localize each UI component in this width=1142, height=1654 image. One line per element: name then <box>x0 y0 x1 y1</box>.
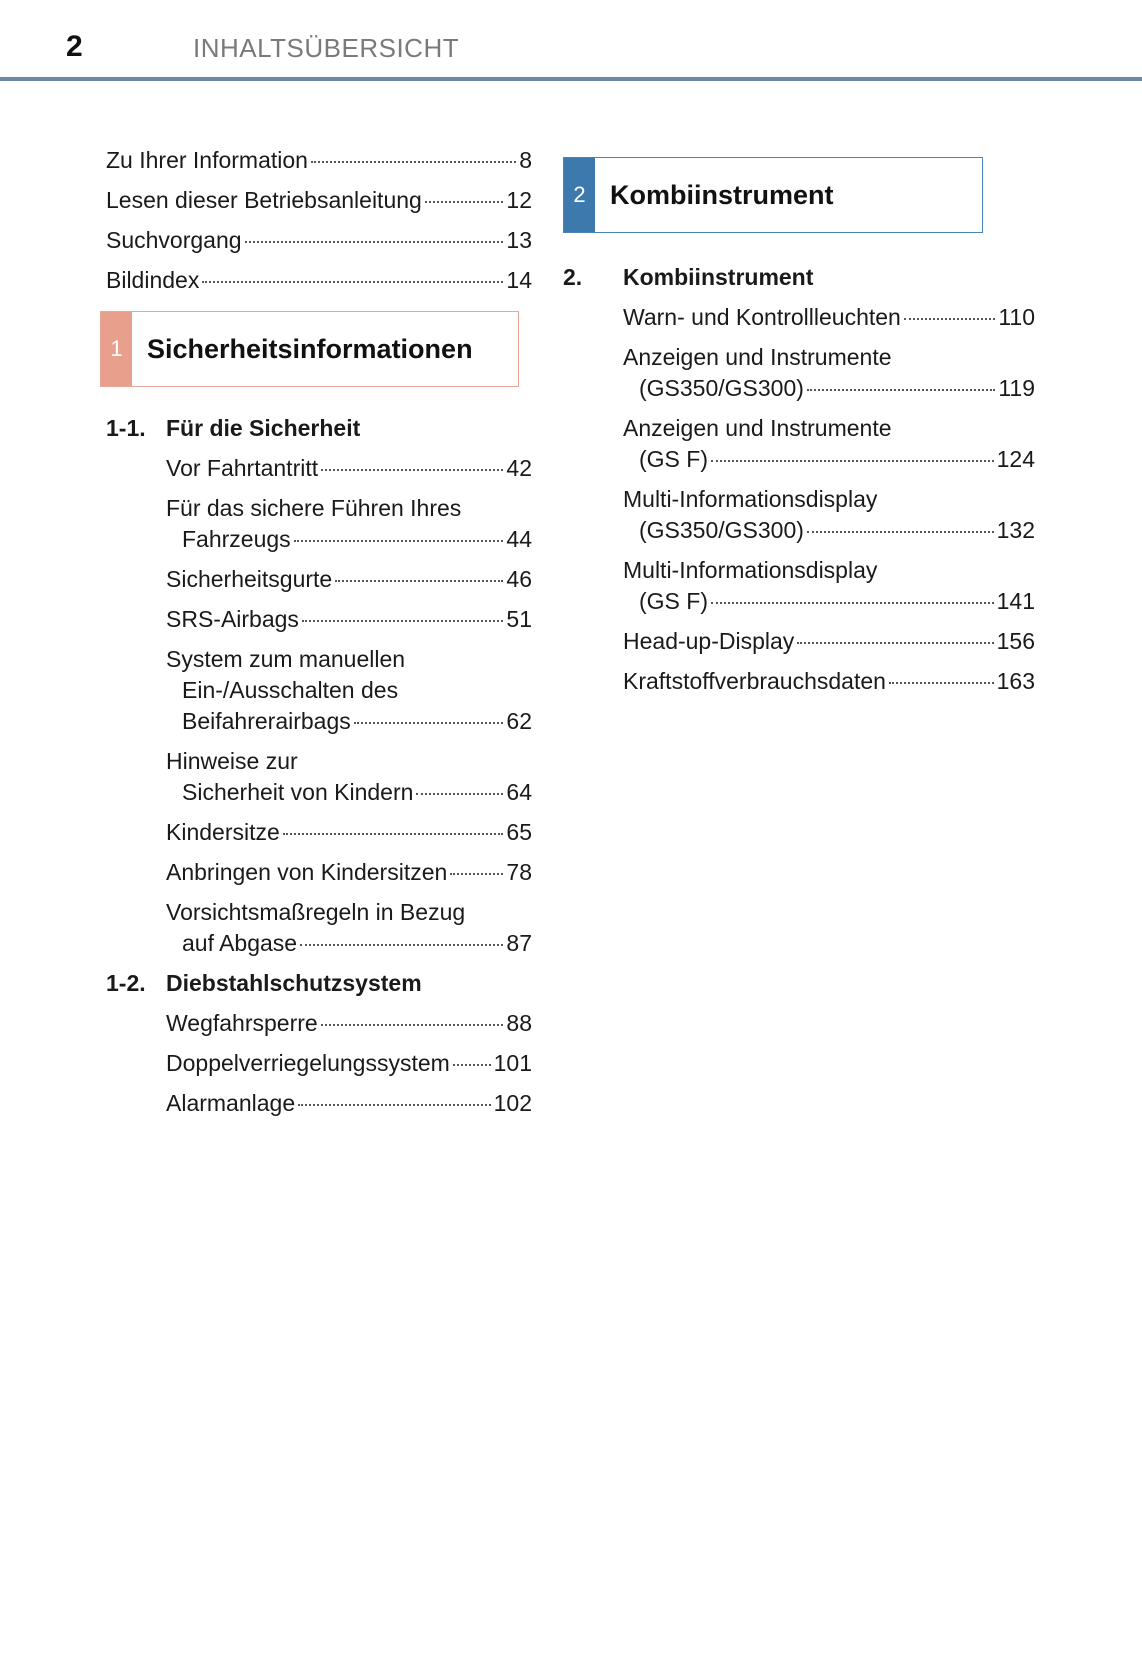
section-heading <box>106 413 532 444</box>
dot-leader <box>889 682 994 684</box>
dot-leader <box>321 1024 504 1026</box>
page-number: 2 <box>66 30 83 63</box>
dot-leader <box>711 460 994 462</box>
toc-label: Doppelverriegelungssystem <box>166 1050 450 1076</box>
toc-entry[interactable] <box>166 817 532 848</box>
toc-entry[interactable] <box>166 1008 532 1039</box>
right-column <box>563 157 1035 706</box>
toc-page: 42 <box>506 455 532 481</box>
dot-leader <box>453 1064 491 1066</box>
toc-entry[interactable] <box>166 897 532 959</box>
toc-label: Lesen dieser Betriebsanleitung <box>106 187 422 213</box>
dot-leader <box>335 580 503 582</box>
section-items <box>106 453 532 959</box>
toc-label: Vor Fahrtantritt <box>166 455 319 481</box>
dot-leader <box>298 1104 490 1106</box>
toc-label: Wegfahrsperre <box>166 1010 318 1036</box>
chapter-2-header[interactable] <box>563 157 983 233</box>
toc-entry[interactable] <box>623 342 1035 404</box>
toc-entry[interactable] <box>166 453 532 484</box>
toc-page: 62 <box>506 708 532 734</box>
toc-label-line: Vorsichtsmaßregeln in Bezug <box>166 899 466 925</box>
toc-page: 78 <box>506 859 532 885</box>
section-heading <box>563 262 1035 293</box>
toc-entry[interactable] <box>166 644 532 737</box>
toc-page: 119 <box>998 375 1035 401</box>
dot-leader <box>202 281 503 283</box>
toc-label: Alarmanlage <box>166 1090 296 1116</box>
dot-leader <box>711 602 994 604</box>
toc-entry[interactable] <box>623 484 1035 546</box>
toc-entry[interactable] <box>106 145 532 176</box>
dot-leader <box>450 873 503 875</box>
toc-page: 51 <box>506 606 532 632</box>
dot-leader <box>354 722 504 724</box>
toc-label: (GS F) <box>639 446 708 472</box>
toc-label: Head-up-Display <box>623 628 795 654</box>
toc-page: 141 <box>996 588 1035 614</box>
toc-label: Sicherheit von Kindern <box>182 779 414 805</box>
toc-entry[interactable] <box>106 225 532 256</box>
toc-page: 124 <box>996 446 1035 472</box>
toc-entry[interactable] <box>623 413 1035 475</box>
section-number: 2. <box>563 264 583 290</box>
toc-page: 101 <box>493 1050 532 1076</box>
toc-entry[interactable] <box>166 746 532 808</box>
toc-label: Suchvorgang <box>106 227 242 253</box>
chapter-number: 2 <box>564 158 595 232</box>
dot-leader <box>807 389 995 391</box>
toc-label-line: Multi-Informationsdisplay <box>623 486 878 512</box>
chapter-title: Sicherheitsinformationen <box>147 333 473 364</box>
toc-entry[interactable] <box>623 555 1035 617</box>
section-title: Kombiinstrument <box>623 264 814 290</box>
dot-leader <box>321 469 503 471</box>
header-rule <box>0 77 1142 81</box>
toc-page: 64 <box>506 779 532 805</box>
toc-page: 87 <box>506 930 532 956</box>
toc-label: Sicherheitsgurte <box>166 566 333 592</box>
toc-label: Kraftstoffverbrauchsdaten <box>623 668 886 694</box>
dot-leader <box>302 620 503 622</box>
toc-label: (GS F) <box>639 588 708 614</box>
toc-page: 102 <box>493 1090 532 1116</box>
chapter-1-header[interactable] <box>100 311 519 387</box>
section-number: 1-1. <box>106 415 146 441</box>
toc-page: 12 <box>506 187 532 213</box>
toc-entry[interactable] <box>166 1048 532 1079</box>
section-heading <box>106 968 532 999</box>
toc-page: 110 <box>998 304 1035 330</box>
header-title: INHALTSÜBERSICHT <box>193 33 460 63</box>
toc-page: 132 <box>996 517 1035 543</box>
toc-label: (GS350/GS300) <box>639 375 804 401</box>
toc-label: SRS-Airbags <box>166 606 299 632</box>
section-title: Für die Sicherheit <box>166 415 361 441</box>
toc-page: 88 <box>506 1010 532 1036</box>
toc-entry[interactable] <box>623 302 1035 333</box>
toc-label: Anbringen von Kindersitzen <box>166 859 448 885</box>
dot-leader <box>311 161 516 163</box>
chapter-number: 1 <box>101 312 132 386</box>
toc-entry[interactable] <box>166 604 532 635</box>
page-header <box>0 0 1142 82</box>
dot-leader <box>797 642 993 644</box>
toc-entry[interactable] <box>106 185 532 216</box>
toc-entry[interactable] <box>166 857 532 888</box>
left-column <box>106 145 532 1128</box>
toc-entry[interactable] <box>166 493 532 555</box>
dot-leader <box>904 318 995 320</box>
section-title: Diebstahlschutzsystem <box>166 970 422 996</box>
chapter-title: Kombiinstrument <box>610 179 834 210</box>
toc-page: 44 <box>506 526 532 552</box>
toc-page: 14 <box>506 267 532 293</box>
dot-leader <box>245 241 504 243</box>
toc-page: 65 <box>506 819 532 845</box>
toc-page: 46 <box>506 566 532 592</box>
toc-label: Zu Ihrer Information <box>106 147 308 173</box>
dot-leader <box>416 793 503 795</box>
toc-label-line: Ein-/Ausschalten des <box>182 677 399 703</box>
dot-leader <box>300 944 503 946</box>
toc-page: 13 <box>506 227 532 253</box>
toc-entry[interactable] <box>166 1088 532 1119</box>
toc-label: Beifahrerairbags <box>182 708 351 734</box>
toc-entry[interactable] <box>106 265 532 296</box>
dot-leader <box>425 201 504 203</box>
toc-page: 163 <box>996 668 1035 694</box>
toc-entry[interactable] <box>623 626 1035 657</box>
dot-leader <box>283 833 504 835</box>
toc-label-line: Anzeigen und Instrumente <box>623 415 892 441</box>
section-number: 1-2. <box>106 970 146 996</box>
toc-label: Bildindex <box>106 267 200 293</box>
toc-page: 8 <box>519 147 532 173</box>
toc-label-line: Hinweise zur <box>166 748 298 774</box>
dot-leader <box>807 531 994 533</box>
toc-label-line: Für das sichere Führen Ihres <box>166 495 462 521</box>
toc-label: Kindersitze <box>166 819 280 845</box>
section-items <box>595 302 1035 697</box>
toc-label: Fahrzeugs <box>182 526 291 552</box>
toc-entry[interactable] <box>623 666 1035 697</box>
toc-label: (GS350/GS300) <box>639 517 804 543</box>
section-items <box>106 1008 532 1119</box>
toc-label-line: Multi-Informationsdisplay <box>623 557 878 583</box>
toc-label: Warn- und Kontrollleuchten <box>623 304 901 330</box>
toc-label-line: Anzeigen und Instrumente <box>623 344 892 370</box>
toc-entry[interactable] <box>166 564 532 595</box>
toc-label: auf Abgase <box>182 930 298 956</box>
dot-leader <box>294 540 504 542</box>
toc-page: 156 <box>996 628 1035 654</box>
toc-label-line: System zum manuellen <box>166 646 406 672</box>
